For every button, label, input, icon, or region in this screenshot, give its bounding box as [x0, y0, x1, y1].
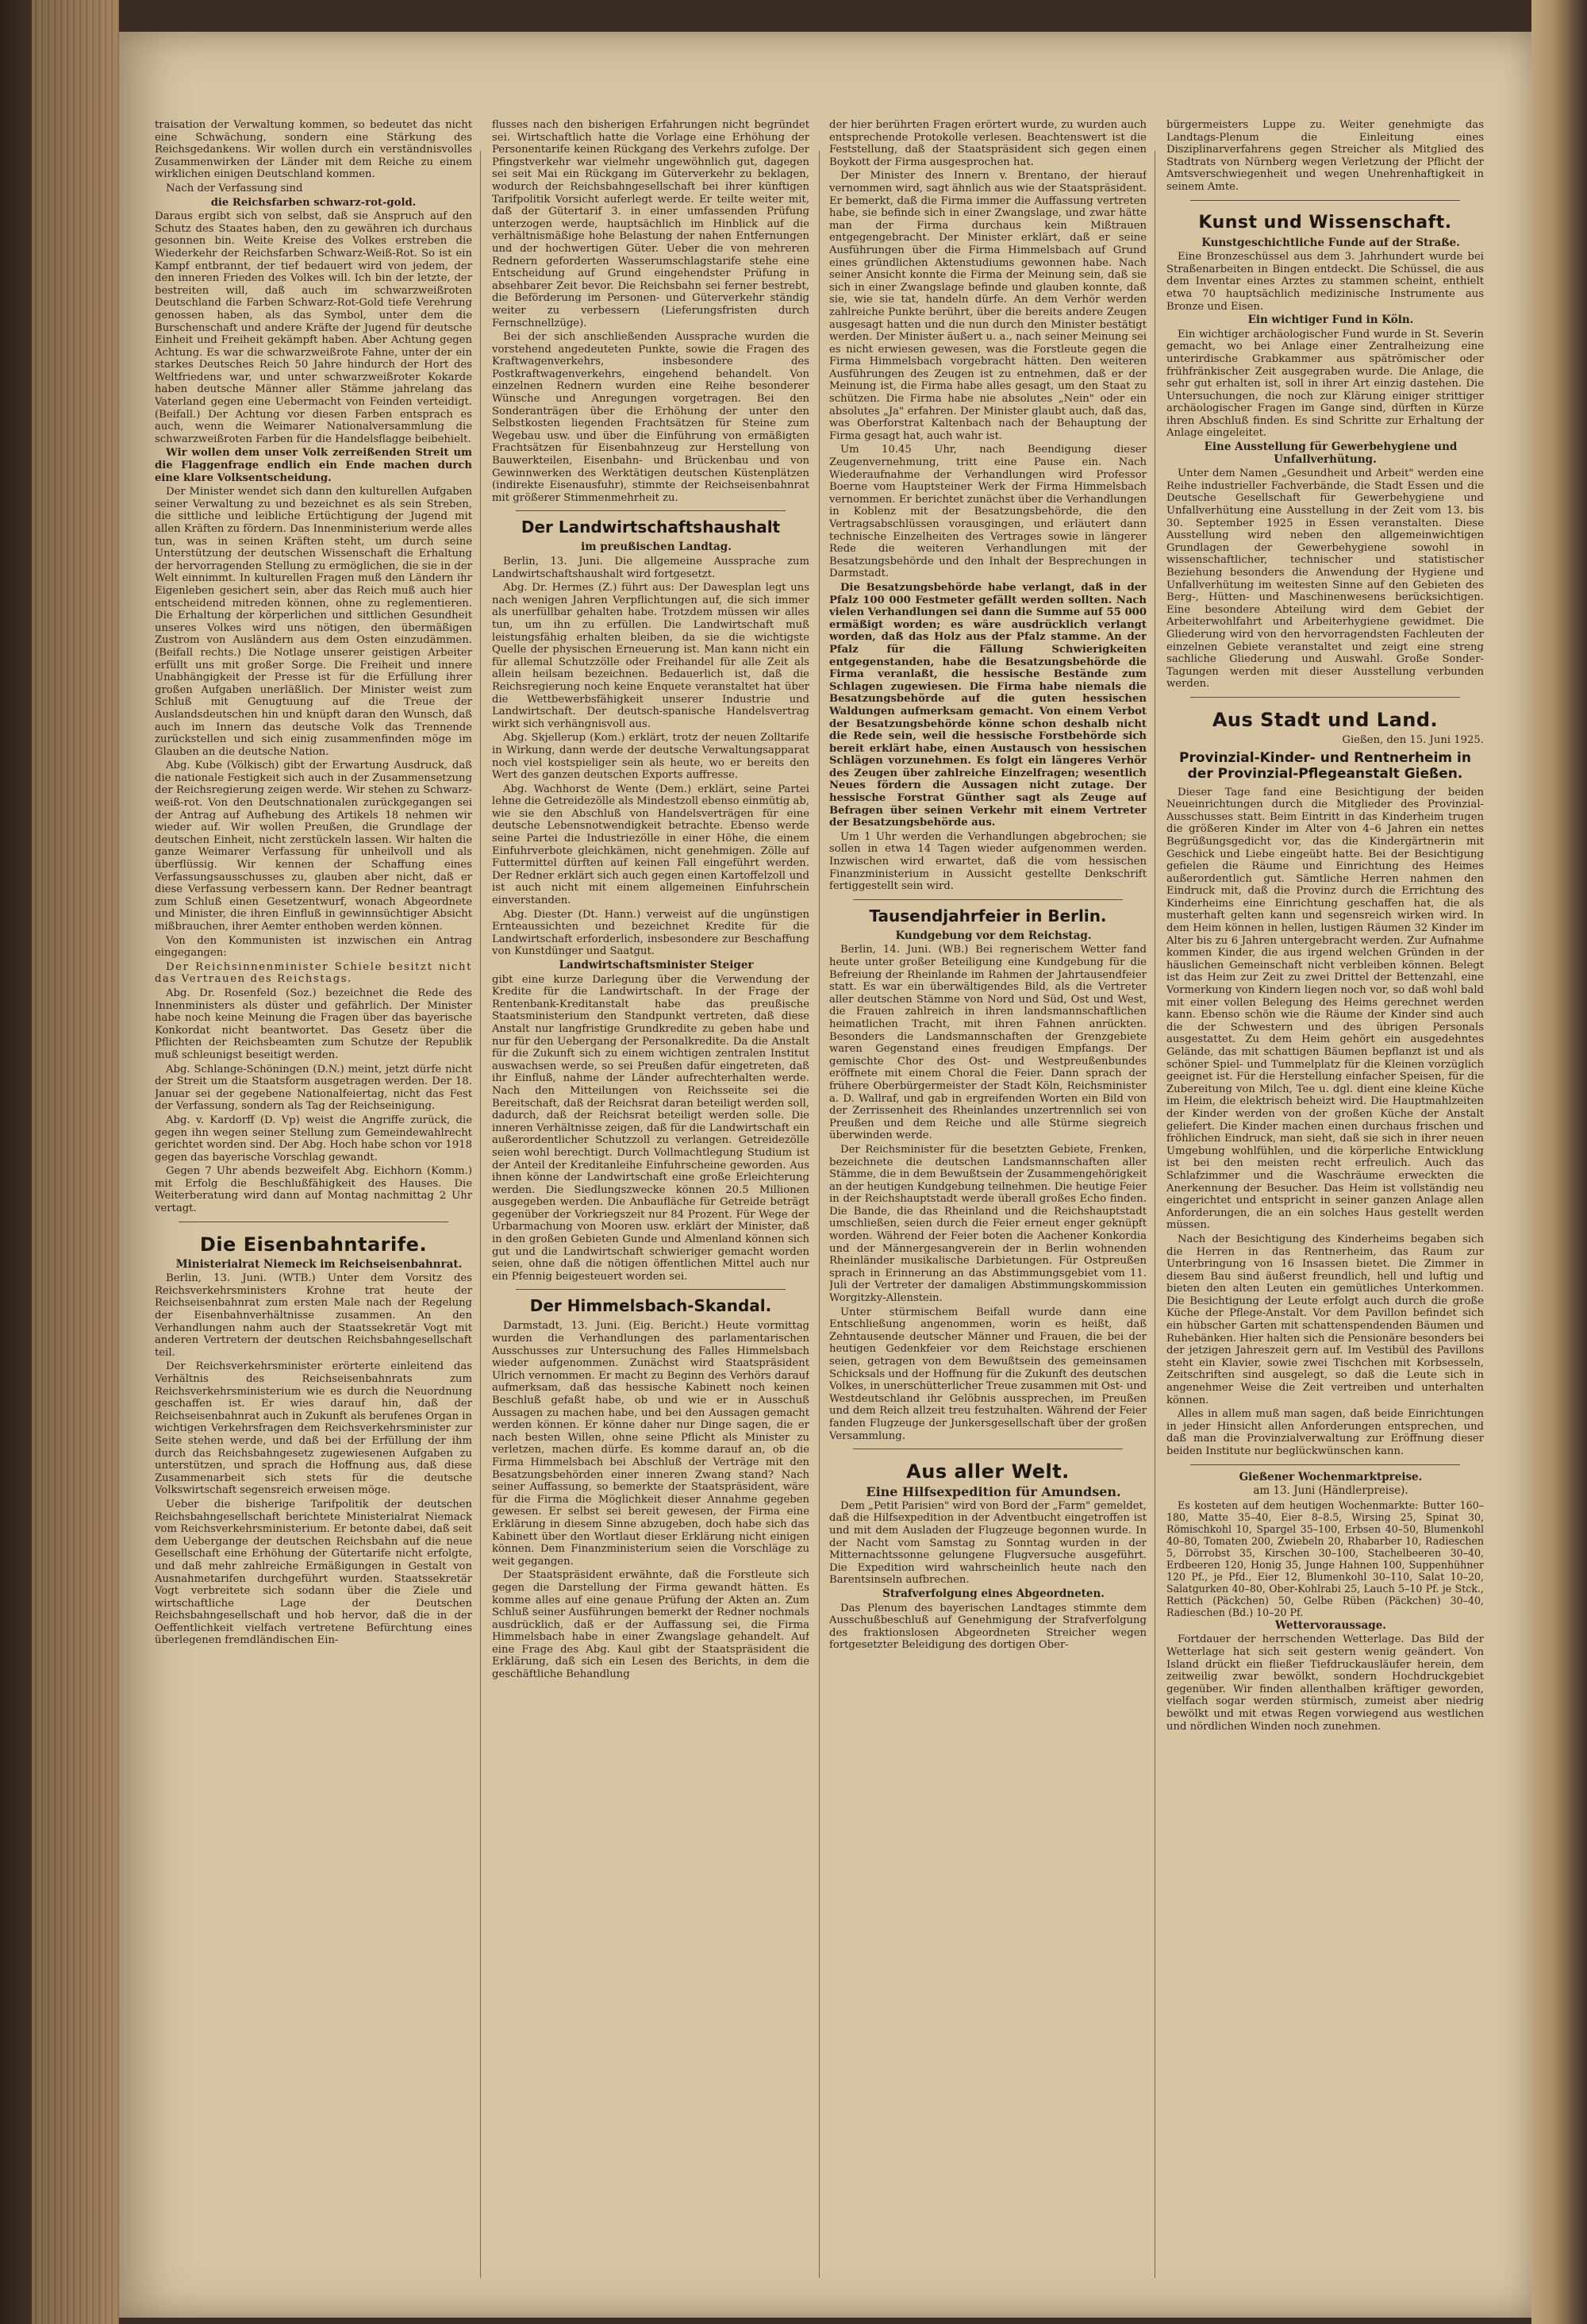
paragraph: Abg. Dr. Rosenfeld (Soz.) bezeichnet die Rede des Innenministers als düster und gefährlich. Der Minister habe noch keine Meinung die Fragen über das bayerische Konkordat nicht beantwortet. Das Gesetz über die Pflichten der Reichsbeamten zum Schutze der Republik muß schleunigst beseitigt werden.	[155, 987, 472, 1061]
next-page-edge	[1531, 0, 1587, 2324]
paragraph: Abg. Skjellerup (Kom.) erklärt, trotz der neuen Zolltarife in Wirkung, dann werde der deutsche Verwaltungsapparat noch viel kostspieliger sein als heute, wo er bereits den Wert des ganzen deutschen Exports auffresse.	[492, 732, 809, 782]
paragraph: Dieser Tage fand eine Besichtigung der beiden Neueinrichtungen durch die Mitglieder des Provinzial-Ausschusses statt. Beim Eintritt in das Kinderheim trugen die größeren Kinder im Alter von 4–6 Jahren ein nettes Begrüßungsgedicht vor, das die Kindergärtnerin mit Geschick und Liebe eingeübt hatte. Bei der Besichtigung gefielen die Räume und Einrichtung des Heimes außerordentlich gut. Sämtliche Herren nahmen den Eindruck mit, daß die Provinz durch die Errichtung des Kinderheims eine Einrichtung geschaffen hat, die als musterhaft gelten kann und segensreich wirken wird. In dem Heim können in hellen, lustigen Räumen 32 Kinder im Alter bis zu 6 Jahren untergebracht werden. Zur Aufnahme kommen Kinder, die aus irgend welchen Gründen in der häuslichen Gemeinschaft nicht verbleiben können. Belegt ist das Heim zur Zeit zu zwei Drittel der Bettenzahl, eine Vormerkung von Kindern liegen noch vor, so daß wohl bald mit einer vollen Belegung des Heims gerechnet werden kann. Ebenso schön wie die Räume der Kinder sind auch die der Schwestern und des übrigen Personals ausgestattet. Zu dem Heim gehört ein ausgedehntes Gelände, das mit schattigen Bäumen bepflanzt ist und als schöner Spiel- und Tummelplatz für die Kleinen vorzüglich geeignet ist. Für die Herstellung einfacher Speisen, für die Zubereitung von Milch, Tee u. dgl. dient eine kleine Küche im Heim, die elektrisch beheizt wird. Die Hauptmahlzeiten der Kinder werden von der großen Küche der Anstalt geliefert. Die Kinder machen einen durchaus frischen und fröhlichen Eindruck, man sieht, daß sie sich in ihrer neuen Umgebung wohlfühlen, und die körperliche Entwicklung ist bei den meisten recht erfreulich. Auch das Schlafzimmer und die Waschräume erweckten die Anerkennung der Besucher. Das Heim ist vollständig neu eingerichtet und entspricht in seiner ganzen Anlage allen Anforderungen, die an ein solches Haus gestellt werden müssen.	[1166, 786, 1484, 1232]
paragraph: flusses nach den bisherigen Erfahrungen nicht begründet sei. Wirtschaftlich hatte die Vorlage eine Erhöhung der Personentarife keinen Rückgang des Verkehrs zufolge. Der Pfingstverkehr war vielmehr ungewöhnlich gut, dagegen sei seit Mai ein Rückgang im Güterverkehr zu beklagen, wodurch der Reichsbahngesellschaft bei ihrer künftigen Tarifpolitik Vorsicht auferlegt werde. Er teilte weiter mit, daß der Gütertarif 3. in einer umfassenden Prüfung unterzogen werde, hauptsächlich im Hinblick auf die verhältnismäßige hohe Belastung der nahen Entfernungen und der hochwertigen Güter. Ueber die von mehreren Rednern geforderten Wasserumschlagstarife stehe eine Entscheidung auf Grund eingehendster Prüfung in absehbarer Zeit bevor. Die Reichsbahn sei ferner bestrebt, die Beförderung im Personen- und Güterverkehr ständig weiter zu verbessern (Lieferungsfristen durch Fernschnellzüge).	[492, 119, 809, 329]
paragraph: Von den Kommunisten ist inzwischen ein Antrag eingegangen:	[155, 934, 472, 960]
headline-aus-aller-welt: Aus aller Welt.	[906, 1460, 1070, 1483]
paragraph: Der Minister wendet sich dann den kulturellen Aufgaben seiner Verwaltung zu und bezeichnet es als sein Streben, die sittliche und leibliche Ertüchtigung der Jugend mit allen Kräften zu fördern. Das Innenministerium werde alles tun, was in seinen Kräften steht, um durch seine Unterstützung der deutschen Wissenschaft die Erhaltung der hervorragenden Stellung zu ermöglichen, die sie in der Welt einnimmt. In kulturellen Fragen muß den Ländern ihr Eigenleben gesichert sein, aber das Reich muß auch hier entscheidend mitreden können, ohne zu reglementieren. Die Erhaltung der körperlichen und sittlichen Gesundheit unseres Volkes wird uns nötigen, den übermäßigen Zustrom von Ausländern aus dem Osten einzudämmen. (Beifall rechts.) Die Notlage unserer geistigen Arbeiter erfüllt uns mit großer Sorge. Die Freiheit und innere Unabhängigkeit der Presse ist für die Erfüllung ihrer großen Aufgaben unerläßlich. Der Minister weist zum Schluß mit Genugtuung auf die Treue der Auslandsdeutschen hin und knüpft daran den Wunsch, daß auch im Innern das deutsche Volk das Trennende zurückstellen und sich einig zusammenfinden möge im Glauben an die deutsche Nation.	[155, 486, 472, 758]
subheadline: Kunstgeschichtliche Funde auf der Straße.	[1201, 236, 1460, 249]
paragraph: Das Plenum des bayerischen Landtages stimmte dem Ausschußbeschluß auf Genehmigung der Strafverfolgung des fraktionslosen Abgeordneten Streicher wegen fortgesetzter Beleidigung des dortigen Ober-	[829, 1602, 1147, 1652]
paragraph: Fortdauer der herrschenden Wetterlage. Das Bild der Wetterlage hat sich seit gestern wenig geändert. Von Island drückt ein fließer Tiefdruckausläufer herein, dem zeitweilig zwar bewölkt, sondern Hochdruckgebiet gegenüber. Wir finden allenthalben kräftiger geworden, vielfach sogar werden stürmisch, zumeist aber niedrig bewölkt und mit etwas Regen vorwiegend aus westlichen und nördlichen Winden noch zunehmen.	[1166, 1633, 1484, 1733]
subheadline: Eine Hilfsexpedition für Amundsen.	[866, 1484, 1121, 1500]
paragraph: Der Reichsinnenminister Schiele besitzt nicht das Vertrauen des Reichstags.	[155, 960, 472, 986]
paragraph: Unter stürmischem Beifall wurde dann eine Entschließung angenommen, worin es heißt, daß Zehntausende deutscher Männer und Frauen, die bei der heutigen Gedenkfeier vor dem Reichstage erschienen seien, getragen von dem Bewußtsein des gemeinsamen Schicksals und der Hoffnung für die Zukunft des deutschen Volkes, in unerschütterlicher Treue zusammen mit Ost- und Westdeutschland ihr Gelöbnis aussprechen, im Preußen und dem Reich allzeit treu festzuhalten. Während der Feier fanden Flugzeuge der Junkersgesellschaft über der großen Versammlung.	[829, 1306, 1147, 1442]
paragraph: Ueber die bisherige Tarifpolitik der deutschen Reichsbahngesellschaft berichtete Ministerialrat Niemack vom Reichsverkehrsministerium. Er betonte dabei, daß seit dem Uebergange der deutschen Reichsbahn auf die neue Gesellschaft eine Erhöhung der Gütertarife nicht erfolgte, und daß mehr zahlreiche Ermäßigungen in Gestalt von Ausnahmetarifen durchgeführt wurden. Staatssekretär Vogt verbreitete sich sodann über die Ziele und wirtschaftliche Lage der Deutschen Reichsbahngesellschaft und hob hervor, daß die in der Oeffentlichkeit vielfach vertretene Befürchtung eines überlegenen fremdländischen Ein-	[155, 1498, 472, 1647]
separator	[1190, 200, 1460, 201]
paragraph: Abg. Kube (Völkisch) gibt der Erwartung Ausdruck, daß die nationale Festigkeit sich auch in der Zusammensetzung der Reichsregierung zeigen werde. Wir stehen zu Schwarz-weiß-rot. Von den Deutschnationalen zurückgegangen sei der Antrag auf Aufhebung des Artikels 18 nehmen wir wieder auf. Wir wollen Preußen, die Grundlage der deutschen Einheit, nicht zerstückeln lassen. Wir halten die ganze Weimarer Verfassung für unheilvoll und als überflüssig. Wir kennen der Schaffung eines Verfassungsausschusses zu, glauben aber nicht, daß er diese Verfassung verbessern kann. Der Redner beantragt zum Schluß einen Gesetzentwurf, wonach Abgeordnete und Minister, die ihren Einfluß in gewinnsüchtiger Absicht mißbrauchen, ihrer Aemter enthoben werden können.	[155, 760, 472, 933]
subheadline: im preußischen Landtag.	[581, 541, 732, 554]
headline-tausendjahrfeier: Tausendjahrfeier in Berlin.	[869, 906, 1107, 925]
paragraph: Nach der Verfassung sind	[166, 182, 303, 194]
subheadline-wochenmarkt: Gießener Wochenmarktpreise.	[1239, 1470, 1423, 1483]
newspaper-page	[119, 32, 1531, 2318]
paragraph: Abg. v. Kardorff (D. Vp) weist die Angriffe zurück, die gegen ihn wegen seiner Stellung zum Gemeindewahlrecht gerichtet worden sind. Der Abg. Hoch habe schon vor 1918 gegen das bayerische Vorschlag gewandt.	[155, 1114, 472, 1164]
separator	[1190, 1464, 1460, 1465]
separator	[853, 899, 1123, 900]
paragraph: Darmstadt, 13. Juni. (Eig. Bericht.) Heute vormittag wurden die Verhandlungen des parlamentarischen Ausschusses zur Untersuchung des Falles Himmelsbach wieder aufgenommen. Zunächst wird Staatspräsident Ulrich vernommen. Er macht zu Beginn des Verhörs darauf aufmerksam, daß das hessische Kabinett noch keinen Beschluß gefaßt habe, ob und wie er in Ausschuß Aussagen zu machen habe, und bei den Aussagen gemacht werden können. Er könne daher nur Dinge sagen, die er nach besten Willen, ohne seine Pflicht als Minister zu verletzen, machen dürfe. Es komme darauf an, ob die Firma Himmelsbach bei Abschluß der Verträge mit den Besatzungsbehörden einer inneren Zwang stand? Nach seiner Auffassung, so bemerkte der Staatspräsident, wäre für die Firma die Möglichkeit dieser Annahme gegeben gewesen. Er selbst sei bereit gewesen, der Firma eine Erklärung in diesem Sinne abzugeben, doch habe sich das Kabinett über den Wortlaut dieser Erklärung nicht einigen können. Dem Finanzministerium seien die Vorschläge zu weit gegangen.	[492, 1320, 809, 1568]
column-rule	[819, 151, 820, 2278]
paragraph: Ein wichtiger archäologischer Fund wurde in St. Severin gemacht, wo bei Anlage einer Zentralheizung eine unterirdische Grabkammer aus spätrömischer oder frühfränkischer Zeit ausgegraben wurde. Die Anlage, die sehr gut erhalten ist, soll in ihrer Art einzig dastehen. Die Untersuchungen, die noch zur Klärung einiger strittiger archäologischer Fragen im Gange sind, dürften in Kürze ihren Abschluß finden. Es sind Schritte zur Erhaltung der Anlage eingeleitet.	[1166, 328, 1484, 440]
headline-provinzial-kinderheim: Provinzial-Kinder- und Rentnerheim in der Provinzial-Pflegeanstalt Gießen.	[1179, 749, 1471, 782]
paragraph: Gegen 7 Uhr abends bezweifelt Abg. Eichhorn (Komm.) mit Erfolg die Beschlußfähigkeit des Hauses. Die Weiterberatung wird dann auf Montag nachmittag 2 Uhr vertagt.	[155, 1165, 472, 1215]
paragraph: Nach der Besichtigung des Kinderheims begaben sich die Herren in das Rentnerheim, das Raum zur Unterbringung von 16 Insassen bietet. Die Zimmer in diesem Bau sind äußerst freundlich, hell und luftig und bieten den alten Leuten ein gemütliches Unterkommen. Die Besichtigung der Leute erfolgt auch durch die große Küche der Pflege-Anstalt. Vor dem Pavillon befindet sich ein hübscher Garten mit schattenspendenden Bäumen und Ruhebänken. Hier halten sich die Pensionäre besonders bei der jetzigen Jahreszeit gern auf. Im Vestibül des Pavillons steht ein Klavier, sowie zwei Tischchen mit Korbsesseln, Zeitschriften sind ausgelegt, so daß die Leute sich in angenehmer Weise die Zeit vertreiben und unterhalten können.	[1166, 1233, 1484, 1406]
headline-eisenbahntarife: Die Eisenbahntarife.	[199, 1233, 428, 1256]
paragraph: Der Reichsverkehrsminister erörterte einleitend das Verhältnis des Reichseisenbahnrats zum Reichsverkehrsministerium wie es durch die Neuordnung geschaffen ist. Er wies darauf hin, daß der Reichseisenbahnrat auch in Zukunft als berufenes Organ in wichtigen Verkehrsfragen dem Reichsverkehrsminister zur Seite stehen werde, und daß bei der Erfüllung der ihm durch das Reichsbahngesetz zugewiesenen Aufgaben zu unterstützen, und sprach die Hoffnung aus, daß diese Zusammenarbeit sich stets für die deutsche Volkswirtschaft segensreich erweisen möge.	[155, 1360, 472, 1497]
paragraph-market: Es kosteten auf dem heutigen Wochenmarkte: Butter 160–180, Matte 35–40, Eier 8–8.5, Wirsing 25, Spinat 30, Römischkohl 10, Spargel 35–100, Erbsen 40–50, Blumenkohl 40–80, Tomaten 200, Zwiebeln 20, Rhabarber 10, Radieschen 5, Dörrobst 35, Kirschen 30–100, Stachelbeeren 30–40, Erdbeeren 120, Honig 35, Junge Hahnen 100, Suppenhühner 120 Pf., je Pfd., Eier 12, Blumenkohl 30–110, Salat 10–20, Salatgurken 40–80, Ober-Kohlrabi 25, Lauch 5–10 Pf. je Stck., Rettich (Päckchen) 50, Gelbe Rüben (Päckchen) 30–40, Radieschen (Bd.) 10–20 Pf.	[1166, 1499, 1484, 1618]
paragraph: bürgermeisters Luppe zu. Weiter genehmigte das Landtags-Plenum die Einleitung eines Disziplinarverfahrens gegen Streicher als Mitglied des Stadtrats von Nürnberg wegen Verletzung der Pflicht der Amtsverschwiegenheit und wegen Unehrenhaftigkeit in seinem Amte.	[1166, 119, 1484, 193]
separator	[516, 510, 786, 511]
paragraph: Um 10.45 Uhr, nach Beendigung dieser Zeugenvernehmung, tritt eine Pause ein. Nach Wiederaufnahme der Verhandlungen wird Professor Boerne vom Hauptsteiner Werk der Firma Himmelsbach vernommen. Er berichtet zunächst über die Verhandlungen in Koblenz mit der Besatzungsbehörde, die den Vertragsabschlüssen vorausgingen, und erläutert dann technische Einzelheiten des Vertrages sowie in längerer Rede die weiteren Verhandlungen mit der Besatzungsbehörde und den Inhalt der Besprechungen in Darmstadt.	[829, 444, 1147, 580]
paragraph-bold: Wir wollen dem unser Volk zerreißenden Streit um die Flaggenfrage endlich ein Ende machen durch eine klare Volksentscheidung.	[155, 447, 472, 484]
separator	[516, 1289, 786, 1290]
column-4	[1166, 119, 1484, 2286]
subheadline: Ministerialrat Niemeck im Reichseisenbahnrat.	[175, 1257, 463, 1271]
headline-himmelsbach-skandal: Der Himmelsbach-Skandal.	[529, 1296, 772, 1316]
paragraph: Berlin, 13. Juni. (WTB.) Unter dem Vorsitz des Reichsverkehrsministers Krohne trat heute der Reichseisenbahnrat zum ersten Male nach der Regelung der Eisenbahnverhältnisse zusammen. An den Verhandlungen nahm auch der Staatssekretär Vogt mit anderen Vertretern der deutschen Reichsbahngesellschaft teil.	[155, 1272, 472, 1359]
paragraph: Abg. Diester (Dt. Hann.) verweist auf die ungünstigen Ernteaussichten und bezeichnet Kredite für die Landwirtschaft erforderlich, insbesondere zur Beschaffung von Kunstdünger und Saatgut.	[492, 908, 809, 958]
paragraph: Abg. Wachhorst de Wente (Dem.) erklärt, seine Partei lehne die Getreidezölle als Mindestzoll ebenso einmütig ab, wie sie den Abschluß von Handelsverträgen für eine deutsche Lebensnotwendigkeit betrachte. Ebenso werde seine Partei die Industriezölle in einer Höhe, die einem Einfuhrverbote gleichkämen, nicht genehmigen. Zölle auf Futtermittel dürften auf keinen Fall eingeführt werden. Der Redner erklärt sich auch gegen einen Kartoffelzoll und ist auch nicht mit einem allgemeinen Einfuhrschein einverstanden.	[492, 783, 809, 907]
subheadline-wetter: Wettervoraussage.	[1274, 1618, 1387, 1632]
paragraph: der hier berührten Fragen erörtert wurde, zu wurden auch entsprechende Protokolle verlesen. Beachtenswert ist die Feststellung, daß der Staatspräsident sich gegen einen Boykott der Firma ausgesprochen hat.	[829, 119, 1147, 168]
paragraph: Dem „Petit Parisien" wird von Bord der „Farm" gemeldet, daß die Hilfsexpedition in der Adventbucht eingetroffen ist und mit dem Ausladen der Flugzeuge begonnen wurde. In der Nacht vom Samstag zu Sonntag wurden in der Mitternachtssonne gelungene Flugversuche ausgeführt. Die Expedition wird wahrscheinlich heute nach den Barentsinseln aufbrechen.	[829, 1499, 1147, 1587]
paragraph: Der Staatspräsident erwähnte, daß die Forstleute sich gegen die Darstellung der Firma gewandt hätten. Es komme alles auf eine genaue Prüfung der Akten an. Zum Schluß seiner Ausführungen bemerkt der Redner nochmals ausdrücklich, daß er der Auffassung sei, die Firma Himmelsbach habe in einer Zwangslage gehandelt. Auf eine Frage des Abg. Kaul gibt der Staatspräsident die Erklärung, daß sich ein Lesen des Berichts, in dem die geschäftliche Behandlung	[492, 1569, 809, 1681]
paragraph: Der Reichsminister für die besetzten Gebiete, Frenken, bezeichnete die deutschen Landsmannschaften aller Stämme, die in dem Bewußtsein der Zusammengehörigkeit an der heutigen Kundgebung teilnehmen. Die heutige Feier in der Reichshauptstadt werde überall großes Echo finden. Die Bande, die das Rheinland und die Reichshauptstadt umschließen, seien durch die Feier erneut enger geknüpft worden. Während der Feier boten die Aachener Konkordia und der Männergesangverein der in Berlin wohnenden Rheinländer musikalische Darbietungen. Für Ostpreußen sprach in Erinnerung an das Abstimmungsgebiet vom 11. Juli der Vertreter der damaligen Abstimmungskommission Worgitzky-Allenstein.	[829, 1143, 1147, 1305]
subheadline: Ein wichtiger Fund in Köln.	[1247, 314, 1414, 327]
column-1	[155, 119, 472, 2286]
subheadline: Eine Ausstellung für Gewerbehygiene und Unfallverhütung.	[1204, 441, 1458, 466]
paragraph: Der Minister des Innern v. Brentano, der hierauf vernommen wird, sagt ähnlich aus wie der Staatspräsident. Er bemerkt, daß die Firma immer die Auffassung vertreten habe, sie befinde sich in einer Zwangslage, und zwar hätte man der Firma durchaus kein Mißtrauen entgegengebracht. Der Minister erklärt, daß er seine Ausführungen über die Firma Himmelsbach auf Grund eines gründlichen Aktenstudiums gewonnen habe. Nach seiner Ansicht konnte die Firma der Meinung sein, daß sie sich in einer Zwangslage befinde und glauben konnte, daß sie, wie sie tat, handeln dürfe. An dem Verhör werden zahlreiche Punkte berührt, über die bereits andere Zeugen ausgesagt hatten und die nun durch den Minister bestätigt werden. Der Minister äußert u. a., nach seiner Meinung sei es nicht erwiesen gewesen, was die Forstleute gegen die Firma Himmelsbach vorgebracht hätten. Den weiteren Ausführungen des Zeugen ist zu entnehmen, daß er der Meinung ist, die Firma habe alles gesagt, um den Staat zu schützen. Die Firma habe nie absolutes „Nein" oder ein absolutes „Ja" erfahren. Der Minister glaubt auch, daß das, was Oberforstrat Kaltenbach nach der Behauptung der Firma gesagt hat, auch wahr ist.	[829, 170, 1147, 442]
paragraph: Abg. Dr. Hermes (Z.) führt aus: Der Dawesplan legt uns nach wenigen Jahren Verpflichtungen auf, die sich immer als unerfüllbar gehalten habe. Trotzdem müssen wir alles tun, um ihn zu erfüllen. Die Landwirtschaft muß leistungsfähig erhalten bleiben, da sie die wichtigste Quelle der physischen Erneuerung ist. Man kann nicht ein für allemal Schutzzölle oder Freihandel für alle Zeit als allein heilsam bezeichnen. Bedauerlich ist, daß die Reichsregierung noch keine Enquete veranstaltet hat über die Wettbewerbsfähigkeit unserer Industrie und Landwirtschaft. Der deutsch-spanische Handelsvertrag wirkt sich verhängnisvoll aus.	[492, 582, 809, 730]
paragraph: Unter dem Namen „Gesundheit und Arbeit" werden eine Reihe industrieller Fachverbände, die Stadt Essen und die Deutsche Gesellschaft für Gewerbehygiene und Unfallverhütung eine Ausstellung in der Zeit vom 13. bis 30. September 1925 in Essen veranstalten. Diese Ausstellung wird neben den allgemeinwichtigen Grundlagen der Gewerbehygiene sowohl in wissenschaftlicher, technischer und statistischer Beziehung besonders die Anwendung der Hygiene und Unfallverhütung im weitesten Sinne auf den Gebieten des Berg-, Hütten- und Maschinenwesens berücksichtigen. Eine besondere Abteilung wird dem Gebiet der Arbeiterwohlfahrt und Arbeiterhygiene gewidmet. Die Gliederung wird von den hervorragendsten Fachleuten der einzelnen Gebiete veranstaltet und zeigt eine streng sachliche Gliederung und Auswahl. Große Sonder-Tagungen werden mit dieser Ausstellung verbunden werden.	[1166, 467, 1484, 691]
column-3	[829, 119, 1147, 2286]
paragraph: traisation der Verwaltung kommen, so bedeutet das nicht eine Schwächung, sondern eine Stärkung des Reichsgedankens. Wir wollen durch ein verständnisvolles Zusammenwirken der Länder mit dem Reiche zu einem wirklichen einigen Deutschland kommen.	[155, 119, 472, 181]
headline-landwirtschaftshaushalt: Der Landwirtschaftshaushalt	[521, 518, 781, 537]
paragraph: Alles in allem muß man sagen, daß beide Einrichtungen in jeder Hinsicht allen Anforderungen entsprechen, und daß man die Provinzialverwaltung zur Eröffnung dieser beiden Institute nur beglückwünschen kann.	[1166, 1408, 1484, 1457]
paragraph: Bei der sich anschließenden Aussprache wurden die vorstehend angedeuteten Punkte, sowie die Fragen des Kraftwagenverkehrs, insbesondere des Postkraftwagenverkehrs, eingehend behandelt. Von einzelnen Rednern wurden eine Reihe besonderer Wünsche und Anregungen vorgetragen. Bei den Sonderanträgen über die Erhöhung der unter den Selbstkosten liegenden Frachtsätzen für Steine zum Wegebau usw. und über die Einführung von ermäßigten Frachtsätzen für Eisenbahnzeug zur Herstellung von Bauwerkteilen, Eisenbahn- und Brückenbau und von Gewinnwerken des Werktätigen deutschen Küstenplätzen (indirekte Eisenausfuhr), stimmte der Reichseisenbahnrat mit größerer Stimmenmehrheit zu.	[492, 331, 809, 504]
paragraph-bold: Die Besatzungsbehörde habe verlangt, daß in der Pfalz 100 000 Festmeter gefällt werden sollten. Nach vielen Verhandlungen sei dann die Summe auf 55 000 ermäßigt worden; es wäre ausdrücklich verlangt worden, daß das Holz aus der Pfalz stamme. An der Pfalz für die Fällung Schwierigkeiten entgegenstanden, habe die Besatzungsbehörde die Firma veranlaßt, die hessische Bestände zum Schlagen zugewiesen. Die Firma habe niemals die Besatzungsbehörde auf die guten hessischen Waldungen aufmerksam gemacht. Von einem Verbot der Besatzungsbehörde könne schon deshalb nicht die Rede sein, weil die hessische Forstbehörde sich bereit erklärt habe, einen Austausch von hessischen Schlägen vorzunehmen. Es folgt ein längeres Verhör des Zeugen über zahlreiche Einzelfragen; wesentlich Neues fördern die Aussagen nicht zutage. Der hessische Forstrat Günther sagt als Zeuge auf Befragen über seinen Verkehr mit einem Vertreter der Besatzungsbehörde aus.	[829, 581, 1147, 829]
paragraph: Abg. Schlange-Schöningen (D.N.) meint, jetzt dürfe nicht der Streit um die Staatsform ausgetragen werden. Der 18. Januar sei der gegebene Nationalfeiertag, nicht das Fest der Verfassung, sondern als Tag der Reichseinigung.	[155, 1063, 472, 1113]
subheadline: Kundgebung vor dem Reichstag.	[895, 929, 1092, 942]
subheadline: am 13. Juni (Händlerpreise).	[1253, 1484, 1408, 1498]
paragraph: gibt eine kurze Darlegung über die Verwendung der Kredite für die Landwirtschaft. In der Frage der Rentenbank-Kreditanstalt habe das preußische Staatsministerium den Standpunkt vertreten, daß diese Anstalt nur langfristige Grundkredite zu geben habe und nur für den Uebergang der Personalkredite. Da die Anstalt für die Zukunft sich zu einem wichtigen zentralen Institut auswachsen werde, so sei Preußen dafür eingetreten, daß ihr Einfluß, nahme der Länder aufrechterhalten werde. Nach den Mitteilungen von Reichsseite sei die Bereitschaft, daß der Reichsrat daran beteiligt werden soll, dadurch, daß der Reichsrat beteiligt werden solle. Die inneren Verhältnisse zeigen, daß für die Landwirtschaft ein außerordentlicher Schutzzoll zu verlangen. Getreidezölle seien wohl berechtigt. Durch Vollmachtlegung Studium ist der Anteil der Kreditanleihe Einfuhrscheine geworden. Aus ihnen könne der Landwirtschaft eine große Erleichterung werden. Die Siedlungszwecke können 20.5 Millionen ausgegeben werden. Die Anbaufläche für Getreide beträgt gegenüber der Vorkriegszeit nur 84 Prozent. Für Wege der Urbarmachung von Mooren usw. erklärt der Minister, daß in den großen Gebieten Gunde und Almenland können sich gut und die Landwirtschaft schwieriger gemacht worden seien, ohne daß die nötigen öffentlichen Mittel auch nur ein Pfennig beigesteuert worden sei.	[492, 973, 809, 1283]
paragraph: Daraus ergibt sich von selbst, daß sie Anspruch auf den Schutz des Staates haben, den zu gewähren ich durchaus gesonnen bin. Weite Kreise des Volkes erstreben die Wiederkehr der Reichsfarben Schwarz-Weiß-Rot. So ist ein Kampf entbrannt, der tief bedauert wird von jedem, der den inneren Frieden des Volkes will. Ich bin der letzte, der bestreiten will, daß auch im schwarzweißroten Deutschland die Farben Schwarz-Rot-Gold tiefe Verehrung genossen haben, als das Symbol, unter dem die Burschenschaft und andere Kräfte der Jugend für deutsche Einheit und Freiheit gekämpft haben. Aber Achtung gegen Achtung. Es war die schwarzweißrote Fahne, unter der ein starkes Deutsches Reich 50 Jahre hindurch der Hort des Weltfriedens war, und unter schwarzweißroter Kokarde haben deutsche Männer aller Stämme jahrelang das Vaterland gegen eine Uebermacht von Feinden verteidigt. (Beifall.) Der Achtung vor diesen Farben entsprach es auch, wenn die Weimarer Nationalversammlung die schwarzweißroten Farben für die Handelsflagge beibehielt.	[155, 210, 472, 445]
paragraph: Eine Bronzeschüssel aus dem 3. Jahrhundert wurde bei Straßenarbeiten in Bingen entdeckt. Die Schüssel, die aus dem Inventar eines Arztes zu stammen scheint, enthielt etwa 70 hauptsächlich medizinische Instrumente aus Bronze und Eisen.	[1166, 251, 1484, 313]
separator	[1190, 697, 1460, 698]
subheadline: Strafverfolgung eines Abgeordneten.	[882, 1587, 1105, 1600]
subheading: die Reichsfarben schwarz-rot-gold.	[210, 196, 417, 209]
subheadline: Landwirtschaftsminister Steiger	[559, 959, 754, 972]
headline-kunst-und-wissenschaft: Kunst und Wissenschaft.	[1198, 212, 1452, 233]
page-edges	[32, 0, 119, 2324]
paragraph: Berlin, 13. Juni. Die allgemeine Aussprache zum Landwirtschaftshaushalt wird fortgesetzt.	[492, 556, 809, 580]
dateline: Gießen, den 15. Juni 1925.	[1342, 733, 1484, 746]
column-2	[492, 119, 809, 2286]
paragraph: Um 1 Uhr werden die Verhandlungen abgebrochen; sie sollen in etwa 14 Tagen wieder aufgenommen werden. Inzwischen wird erwartet, daß die vom hessischen Finanzministerium in Aussicht gestellte Denkschrift fertiggestellt sein wird.	[829, 830, 1147, 893]
headline-aus-stadt-und-land: Aus Stadt und Land.	[1212, 708, 1439, 731]
paragraph: Berlin, 14. Juni. (WB.) Bei regnerischem Wetter fand heute unter großer Beteiligung eine Kundgebung für die Befreiung der Rheinlande im Rahmen der Jahrtausendfeier statt. Es war ein überwältigendes Bild, als die Vertreter aller deutschen Stämme von Nord und Süd, Ost und West, die Frauen zahlreich in ihren landsmannschaftlichen heimatlichen Tracht, mit ihren Fahnen anrückten. Besonders die Landsmannschaften der Grenzgebiete waren Gegenstand eines freudigen Empfangs. Der gemischte Chor des Ost- und Westpreußenbundes eröffnete mit einem Choral die Feier. Dann sprach der frühere Oberbürgermeister der Stadt Köln, Reichsminister a. D. Wallraf, und gab in ergreifenden Worten ein Bild von der Zerrissenheit des Rheinlandes unzertrennlich sei von Preußen und dem Reiche und alle Stürme siegreich überwinden werde.	[829, 944, 1147, 1142]
column-rule	[480, 151, 481, 2278]
